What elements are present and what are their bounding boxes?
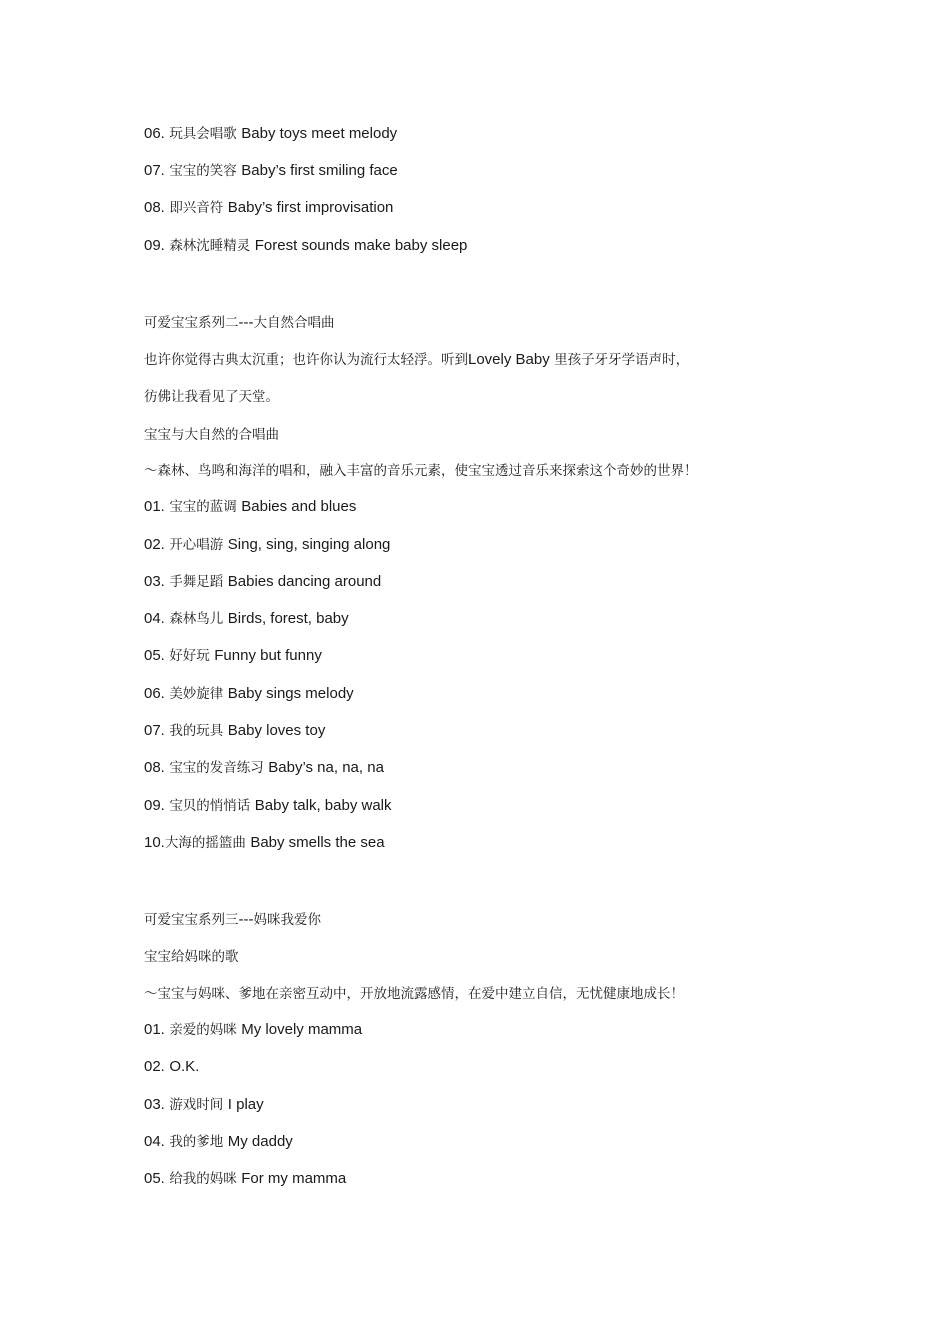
track-title-zh: 我的玩具 xyxy=(169,723,224,739)
track-item xyxy=(144,161,398,181)
track-item xyxy=(144,646,322,666)
track-number: 07. xyxy=(144,162,165,179)
series-3-subtitle: 宝宝给妈咪的歌 xyxy=(144,949,239,965)
track-title-zh: 亲爱的妈咪 xyxy=(169,1022,237,1038)
intro-text: 里孩子牙牙学语声时， xyxy=(554,352,690,368)
series-2-intro-line2: 彷佛让我看见了天堂。 xyxy=(144,389,279,405)
track-title-zh: 森林沈睡精灵 xyxy=(169,238,251,254)
track-title-zh: 游戏时间 xyxy=(169,1097,224,1113)
track-number: 08. xyxy=(144,759,165,776)
track-item xyxy=(144,796,392,816)
track-item xyxy=(144,198,393,218)
series-3-description: ～宝宝与妈咪、爹地在亲密互动中，开放地流露感情，在爱中建立自信，无忧健康地成长！ xyxy=(144,986,684,1002)
track-title-zh: 手舞足蹈 xyxy=(169,574,224,590)
track-title-en: I play xyxy=(227,1096,264,1113)
track-title-en: My daddy xyxy=(227,1133,293,1150)
track-title-en: Forest sounds make baby sleep xyxy=(254,237,468,254)
track-title-en: Funny but funny xyxy=(214,647,322,664)
track-number: 01. xyxy=(144,498,165,515)
track-number: 06. xyxy=(144,125,165,142)
series-title-sub: 大自然合唱曲 xyxy=(253,315,335,331)
track-title-zh: 宝宝的笑容 xyxy=(169,163,237,179)
track-title-en: Baby’s first smiling face xyxy=(241,162,398,179)
series-3-title xyxy=(144,910,321,930)
track-item xyxy=(144,684,354,704)
track-number: 09. xyxy=(144,237,165,254)
track-item xyxy=(144,1132,293,1152)
track-title-en: O.K. xyxy=(169,1058,200,1075)
series-2-description: ～森林、鸟鸣和海洋的唱和，融入丰富的音乐元素，使宝宝透过音乐来探索这个奇妙的世界！ xyxy=(144,463,698,479)
track-title-en: For my mamma xyxy=(241,1170,347,1187)
track-title-zh: 即兴音符 xyxy=(169,200,224,216)
track-item xyxy=(144,124,397,144)
track-item xyxy=(144,1095,264,1115)
track-title-en: Baby loves toy xyxy=(227,722,326,739)
track-title-zh: 大海的摇篮曲 xyxy=(164,835,246,851)
track-item xyxy=(144,572,381,592)
track-item xyxy=(144,1169,346,1189)
track-title-zh: 我的爹地 xyxy=(169,1134,224,1150)
track-item xyxy=(144,236,467,256)
track-item xyxy=(144,758,384,778)
track-title-zh: 开心唱游 xyxy=(169,537,224,553)
series-2-intro xyxy=(144,350,689,370)
track-title-en: Sing, sing, singing along xyxy=(227,536,391,553)
track-number: 03. xyxy=(144,1096,165,1113)
track-title-zh: 玩具会唱歌 xyxy=(169,126,237,142)
track-title-en: Baby smells the sea xyxy=(250,834,385,851)
intro-text: 也许你觉得古典太沉重；也许你认为流行太轻浮。听到 xyxy=(144,352,468,368)
track-number: 10. xyxy=(144,834,165,851)
series-2-subtitle: 宝宝与大自然的合唱曲 xyxy=(144,427,279,443)
series-title-separator: --- xyxy=(238,314,254,331)
track-number: 02. xyxy=(144,1058,165,1075)
track-title-en: Baby talk, baby walk xyxy=(254,797,392,814)
track-number: 04. xyxy=(144,610,165,627)
track-title-en: Baby sings melody xyxy=(227,685,354,702)
track-number: 02. xyxy=(144,536,165,553)
track-title-zh: 宝宝的蓝调 xyxy=(169,499,237,515)
track-title-en: Babies and blues xyxy=(241,498,357,515)
track-title-zh: 好好玩 xyxy=(169,648,210,664)
track-title-en: Babies dancing around xyxy=(227,573,382,590)
track-title-en: Baby’s first improvisation xyxy=(227,199,394,216)
track-item xyxy=(144,1020,362,1040)
series-title-zh: 可爱宝宝系列二 xyxy=(144,315,239,331)
series-title-zh: 可爱宝宝系列三 xyxy=(144,912,239,928)
track-number: 09. xyxy=(144,797,165,814)
track-number: 04. xyxy=(144,1133,165,1150)
track-item xyxy=(144,497,356,517)
series-title-sub: 妈咪我爱你 xyxy=(253,912,321,928)
track-number: 01. xyxy=(144,1021,165,1038)
track-number: 07. xyxy=(144,722,165,739)
track-title-en: Birds, forest, baby xyxy=(227,610,349,627)
track-item xyxy=(144,609,349,629)
track-number: 05. xyxy=(144,647,165,664)
track-number: 08. xyxy=(144,199,165,216)
track-title-zh: 宝宝的发音练习 xyxy=(169,760,264,776)
series-title-separator: --- xyxy=(238,911,254,928)
track-title-zh: 森林鸟儿 xyxy=(169,611,224,627)
track-item xyxy=(144,721,325,741)
track-item xyxy=(144,535,390,555)
track-number: 06. xyxy=(144,685,165,702)
track-number: 05. xyxy=(144,1170,165,1187)
track-item xyxy=(144,1057,199,1077)
series-2-title xyxy=(144,313,335,333)
track-title-en: Baby toys meet melody xyxy=(241,125,398,142)
track-number: 03. xyxy=(144,573,165,590)
track-title-zh: 美妙旋律 xyxy=(169,686,224,702)
brand-name: Lovely Baby xyxy=(468,351,550,368)
track-title-zh: 宝贝的悄悄话 xyxy=(169,798,251,814)
track-title-zh: 给我的妈咪 xyxy=(169,1171,237,1187)
track-title-en: My lovely mamma xyxy=(241,1021,363,1038)
track-title-en: Baby’s na, na, na xyxy=(268,759,384,776)
track-item xyxy=(144,833,385,853)
